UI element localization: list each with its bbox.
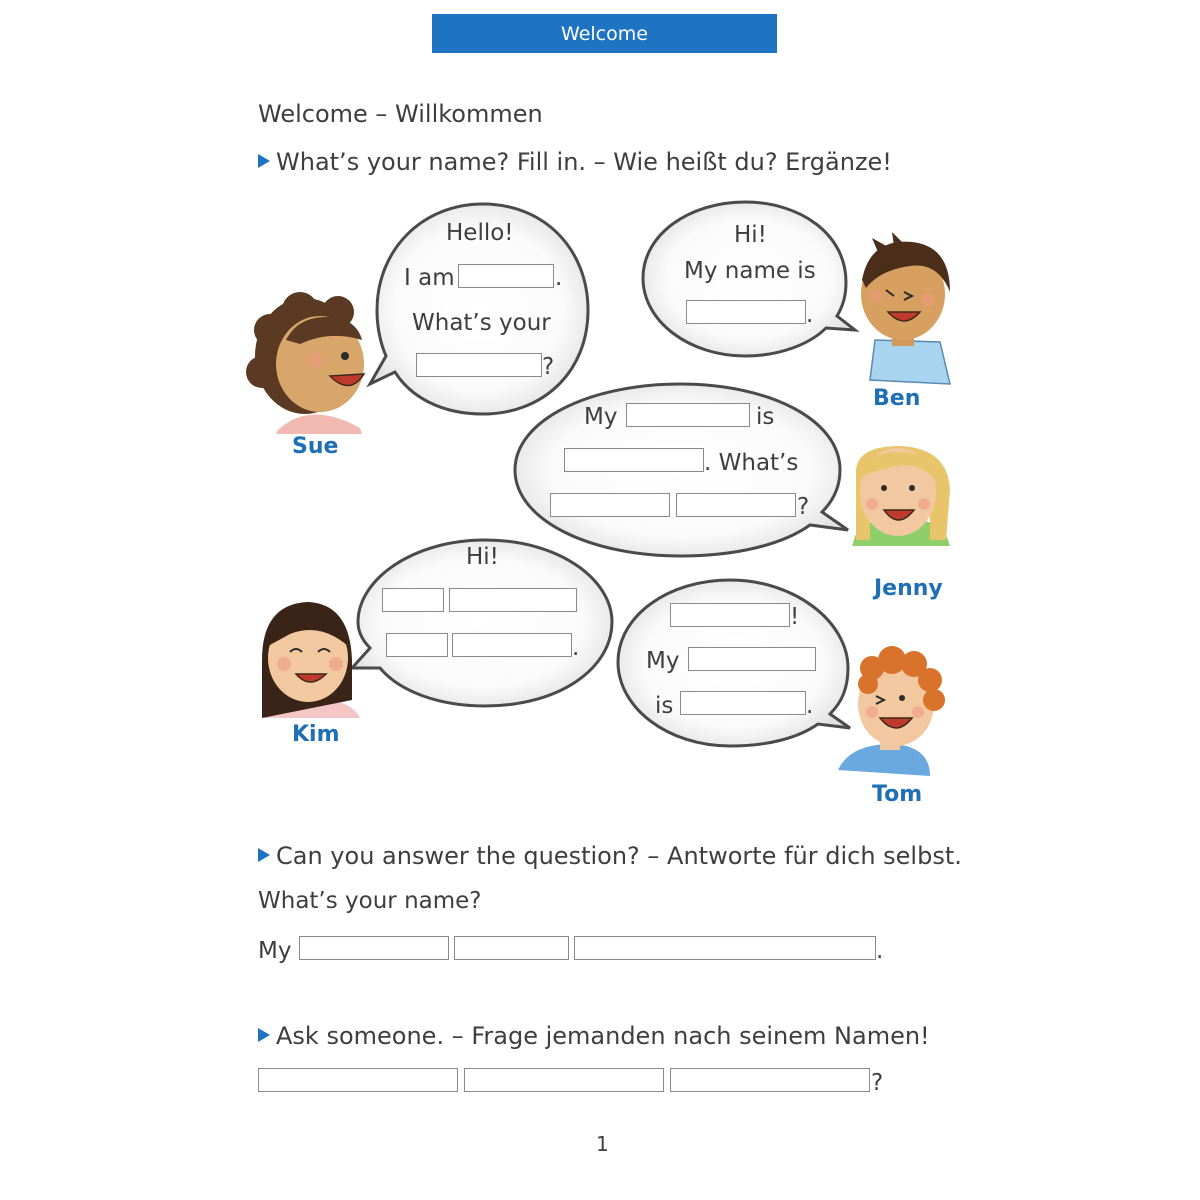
instruction-text: Can you answer the question? – Antworte für dich selbst.	[276, 842, 962, 870]
jenny-question-mark: ?	[797, 494, 810, 520]
jenny-whats: . What’s	[704, 450, 799, 476]
section-header: Welcome	[432, 14, 777, 53]
character-name-jenny: Jenny	[874, 576, 943, 601]
page-number: 1	[596, 1132, 609, 1156]
kim-illustration	[262, 602, 360, 718]
ask-blank-3[interactable]	[670, 1068, 870, 1092]
jenny-is: is	[756, 404, 775, 430]
ben-illustration	[861, 232, 950, 384]
kim-hi: Hi!	[466, 544, 499, 570]
sue-dot: .	[555, 265, 563, 291]
kim-blank-4[interactable]	[452, 633, 572, 657]
page-title: Welcome – Willkommen	[258, 100, 543, 128]
instruction-text: What’s your name? Fill in. – Wie heißt du? Ergänze!	[276, 148, 892, 176]
pointer-arrow-icon	[258, 848, 270, 862]
self-answer-dot: .	[876, 938, 884, 964]
jenny-blank-1[interactable]	[626, 403, 750, 427]
jenny-illustration	[852, 446, 950, 546]
ben-name-blank[interactable]	[686, 300, 806, 324]
sue-whats-your: What’s your	[412, 310, 551, 336]
kim-dot: .	[572, 635, 580, 661]
pointer-arrow-icon	[258, 1028, 270, 1042]
ben-dot: .	[806, 302, 814, 328]
character-name-sue: Sue	[292, 434, 339, 459]
instruction-answer	[258, 842, 962, 870]
kim-blank-3[interactable]	[386, 633, 448, 657]
ask-question-mark: ?	[871, 1070, 884, 1096]
character-name-tom: Tom	[872, 782, 923, 807]
tom-blank-3[interactable]	[680, 691, 806, 715]
sue-name-blank[interactable]	[458, 264, 554, 288]
sue-question-blank[interactable]	[416, 353, 542, 377]
self-answer-blank-2[interactable]	[454, 936, 569, 960]
sue-question-mark: ?	[542, 354, 555, 380]
jenny-blank-2[interactable]	[564, 448, 704, 472]
ask-blank-2[interactable]	[464, 1068, 664, 1092]
ben-my-name-is: My name is	[684, 258, 816, 284]
ben-hi: Hi!	[734, 222, 767, 248]
tom-blank-2[interactable]	[688, 647, 816, 671]
tom-excl: !	[790, 604, 800, 630]
tom-illustration	[838, 646, 945, 776]
jenny-blank-4[interactable]	[676, 493, 796, 517]
sue-i-am: I am	[404, 265, 455, 291]
tom-blank-1[interactable]	[670, 603, 790, 627]
jenny-blank-3[interactable]	[550, 493, 670, 517]
kim-blank-1[interactable]	[382, 588, 444, 612]
instruction-ask	[258, 1022, 930, 1050]
jenny-my: My	[584, 404, 618, 430]
character-name-ben: Ben	[873, 386, 921, 411]
self-answer-blank-1[interactable]	[299, 936, 449, 960]
sue-hello: Hello!	[446, 220, 514, 246]
tom-dot: .	[806, 693, 814, 719]
kim-blank-2[interactable]	[449, 588, 577, 612]
tom-my: My	[646, 648, 680, 674]
tom-is: is	[655, 693, 674, 719]
instruction-text: Ask someone. – Frage jemanden nach seinem Namen!	[276, 1022, 930, 1050]
self-question: What’s your name?	[258, 888, 482, 914]
ask-blank-1[interactable]	[258, 1068, 458, 1092]
self-answer-prefix: My	[258, 938, 292, 964]
character-name-kim: Kim	[292, 722, 340, 747]
sue-illustration	[246, 292, 364, 434]
self-answer-blank-3[interactable]	[574, 936, 876, 960]
